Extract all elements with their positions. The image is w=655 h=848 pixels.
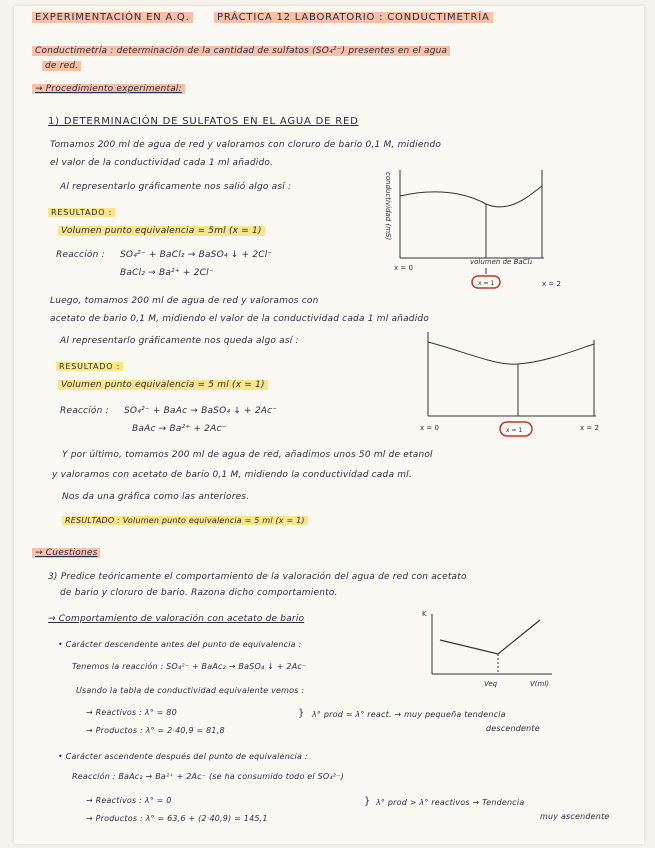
chart3-x-label-veq: Veq — [484, 680, 498, 688]
reaction4-equation: BaAc → Ba²⁺ + 2Ac⁻ — [132, 424, 227, 434]
q3-b2-reaction: Reacción : BaAc₂ → Ba²⁺ + 2Ac⁻ (se ha consumido todo el SO₄²⁻) — [72, 772, 344, 781]
result2-label: RESULTADO : — [56, 362, 123, 371]
intro-line-2: de red. — [42, 61, 81, 71]
procedure-heading: → Procedimiento experimental: — [32, 84, 185, 94]
section1-p1-line3: Al representarlo gráficamente nos salió algo así : — [60, 182, 292, 192]
q3-line1: 3) Predice teóricamente el comportamiento de la valoración del agua de red con acetato — [48, 572, 467, 582]
section1-p3-line1: Y por último, tomamos 200 ml de agua de red, añadimos unos 50 ml de etanol — [62, 450, 433, 460]
result3: RESULTADO : Volumen punto equivalencia = 5 ml (x = 1) — [62, 516, 308, 525]
reaction1-label: Reacción : — [56, 250, 105, 260]
q3-b2-products: → Productos : λ° = 63,6 + (2·40,9) = 145,1 — [86, 814, 268, 823]
reaction2-equation: BaCl₂ → Ba²⁺ + 2Cl⁻ — [120, 268, 214, 278]
chart1-x1-label: x = 1 — [478, 280, 495, 287]
q3-b1-brace: } — [298, 708, 305, 719]
q3-b1-table: Usando la tabla de conductividad equivalente vemos : — [76, 686, 305, 695]
chart2-x2-label: x = 2 — [580, 424, 599, 432]
chart-barium-chloride — [384, 166, 584, 290]
chart1-x0-label: x = 0 — [394, 264, 413, 272]
section1-p2-line1: Luego, tomamos 200 ml de agua de red y valoramos con — [50, 296, 319, 306]
chart2-x0-label: x = 0 — [420, 424, 439, 432]
chart3-y-label: K — [422, 610, 427, 618]
section1-p2-line2: acetato de bario 0,1 M, midiendo el valor de la conductividad cada 1 ml añadido — [50, 314, 430, 324]
reaction3-label: Reacción : — [60, 406, 109, 416]
intro-line-1: Conductimetría : determinación de la cantidad de sulfatos (SO₄²⁻) presentes en el agua — [32, 46, 450, 56]
chart2-x1-label: x = 1 — [506, 427, 523, 434]
q3-b2: • Carácter ascendente después del punto de equivalencia : — [58, 752, 308, 761]
q3-b2-conclusion-2: muy ascendente — [540, 812, 610, 821]
section1-p3-line2: y valoramos con acetato de bario 0,1 M, midiendo la conductividad cada ml. — [52, 470, 412, 480]
result1-value: Volumen punto equivalencia = 5ml (x = 1) — [58, 226, 265, 236]
q3-b1: • Carácter descendente antes del punto de equivalencia : — [58, 640, 302, 649]
chart1-curve — [400, 186, 542, 207]
q3-b2-conclusion: λ° prod > λ° reactivos → Tendencia — [376, 798, 525, 807]
section1-p1-line1: Tomamos 200 ml de agua de red y valoramos con cloruro de bario 0,1 M, midiendo — [50, 140, 442, 150]
section1-p1-line2: el valor de la conductividad cada 1 ml añadido. — [50, 158, 274, 168]
reaction1-equation: SO₄²⁻ + BaCl₂ → BaSO₄ ↓ + 2Cl⁻ — [120, 250, 273, 260]
chart1-x2-label: x = 2 — [542, 280, 561, 288]
q3-b1-reactants: → Reactivos : λ° = 80 — [86, 708, 177, 717]
q3-b1-products: → Productos : λ° = 2·40,9 = 81,8 — [86, 726, 225, 735]
chart-conductivity-theory — [418, 608, 558, 692]
questions-heading: → Cuestiones — [32, 548, 100, 558]
header-left: EXPERIMENTACIÓN EN A.Q. — [32, 12, 193, 23]
q3-b1-conclusion-2: descendente — [486, 724, 540, 733]
q3-b1-conclusion: λ° prod ≃ λ° react. → muy pequeña tendencia — [312, 710, 506, 719]
chart3-curve — [440, 620, 540, 654]
reaction3-equation: SO₄²⁻ + BaAc → BaSO₄ ↓ + 2Ac⁻ — [124, 406, 278, 416]
q3-b2-brace: } — [364, 796, 371, 807]
q3-sub-heading: → Comportamiento de valoración con acetato de bario — [48, 614, 305, 624]
chart1-y-label: conductividad (mS) — [384, 172, 392, 241]
header-right: PRÁCTICA 12 LABORATORIO : CONDUCTIMETRÍA — [214, 12, 493, 23]
section1-p3-line3: Nos da una gráfica como las anteriores. — [62, 492, 250, 502]
section1-title: 1) DETERMINACIÓN DE SULFATOS EN EL AGUA DE RED — [48, 116, 359, 127]
chart3-x-label-v: V(ml) — [530, 680, 550, 688]
chart1-annotation: volumen de BaCl₂ — [470, 258, 533, 266]
result1-label: RESULTADO : — [48, 208, 115, 217]
q3-b1-reaction: Tenemos la reacción : SO₄²⁻ + BaAc₂ → BaSO₄ ↓ + 2Ac⁻ — [72, 662, 307, 671]
q3-line2: de bario y cloruro de bario. Razona dicho comportamiento. — [60, 588, 338, 598]
q3-b2-reactants: → Reactivos : λ° = 0 — [86, 796, 172, 805]
section1-p2-line3: Al representarlo gráficamente nos queda algo así : — [60, 336, 299, 346]
chart2-curve — [428, 342, 594, 364]
chart-barium-acetate — [416, 328, 606, 440]
result2-value: Volumen punto equivalencia = 5 ml (x = 1) — [58, 380, 268, 390]
